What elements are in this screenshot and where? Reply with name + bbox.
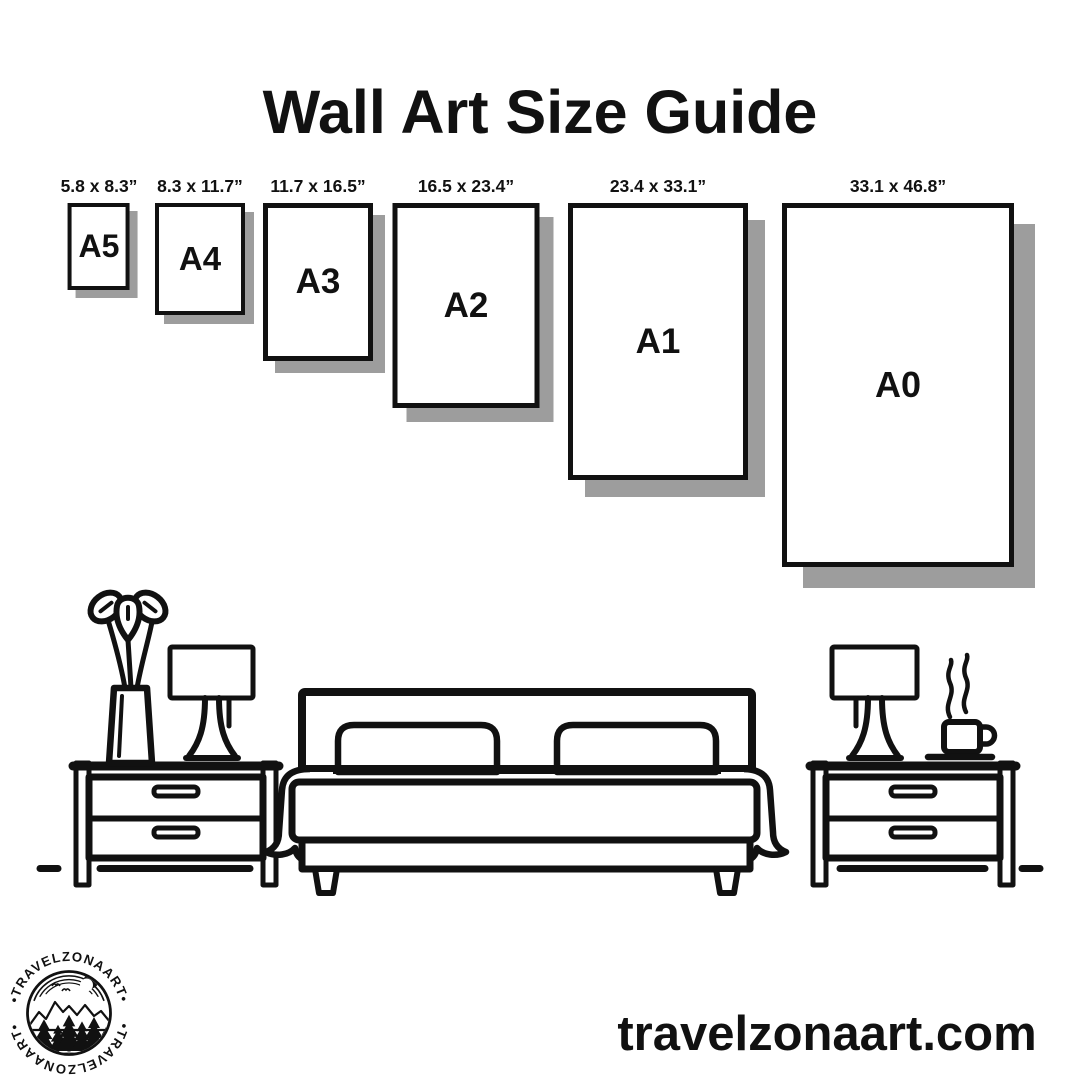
double-bed-icon	[266, 692, 786, 893]
duvet	[292, 782, 757, 840]
size-item-a1	[568, 176, 748, 480]
brand-logo	[6, 950, 132, 1076]
table-lamp-right-icon	[832, 647, 917, 758]
bedroom-scene-illustration	[0, 580, 1080, 910]
paper-label-a2: A2	[443, 285, 489, 325]
pillow-right	[557, 725, 716, 772]
drawer-handle	[891, 787, 935, 796]
paper-a0	[782, 203, 1014, 567]
drawer-handle	[154, 787, 198, 796]
size-dimensions-a5: 5.8 x 8.3”	[60, 176, 138, 196]
bed-leg	[716, 869, 738, 893]
table-lamp-left-icon	[170, 647, 253, 758]
paper-label-a1: A1	[635, 321, 681, 361]
paper-label-a5: A5	[78, 228, 120, 264]
paper-label-a0: A0	[874, 364, 922, 405]
website-url: travelzonaart.com	[617, 1007, 1037, 1061]
size-item-a3	[263, 176, 373, 361]
paper-a5	[68, 203, 130, 290]
size-item-a0	[782, 176, 1014, 567]
plant-vase-icon	[85, 587, 171, 763]
logo-text-top: •TRAVELZONAART•	[6, 950, 132, 1005]
paper-a2	[393, 203, 540, 408]
paper-label-a3: A3	[295, 262, 341, 301]
drawer-handle	[891, 828, 935, 837]
size-item-a5	[61, 176, 138, 290]
bed-base	[302, 840, 750, 869]
size-dimensions-a3: 11.7 x 16.5”	[270, 176, 366, 196]
birds-icon	[52, 984, 70, 991]
drawer-handle	[154, 828, 198, 837]
page-title: Wall Art Size Guide	[262, 77, 818, 146]
pillow-left	[338, 725, 497, 772]
paper-label-a4: A4	[178, 240, 222, 277]
size-dimensions-a4: 8.3 x 11.7”	[157, 176, 243, 196]
steam-icon	[948, 660, 952, 717]
paper-a1	[568, 203, 748, 480]
size-dimensions-a2: 16.5 x 23.4”	[417, 176, 515, 196]
size-item-a2	[393, 176, 540, 408]
size-dimensions-a0: 33.1 x 46.8”	[849, 176, 947, 196]
steam-icon	[964, 655, 968, 712]
bed-leg	[315, 869, 337, 893]
coffee-cup-icon	[928, 655, 995, 757]
size-item-a4	[155, 176, 245, 315]
paper-a4	[155, 203, 245, 315]
logo-text-bottom: •TRAVELZONAART•	[6, 1021, 132, 1076]
paper-a3	[263, 203, 373, 361]
size-dimensions-a1: 23.4 x 33.1”	[609, 176, 707, 196]
